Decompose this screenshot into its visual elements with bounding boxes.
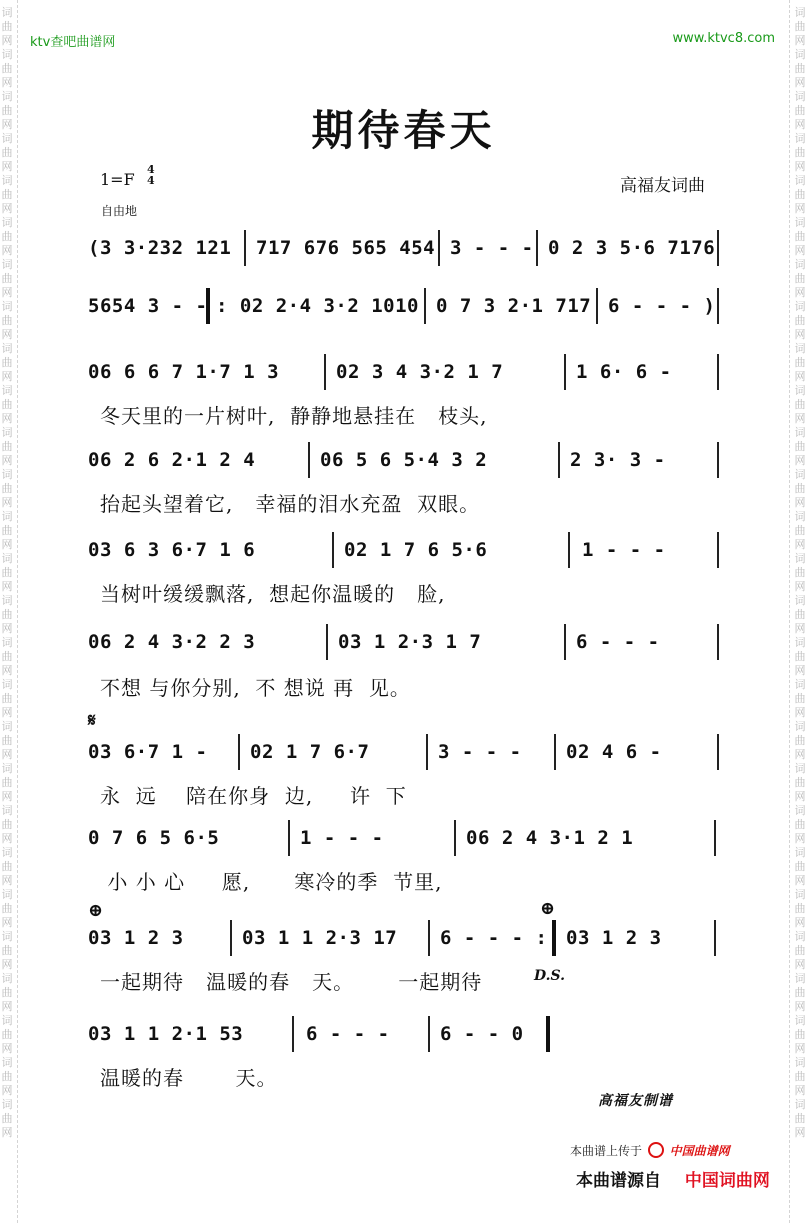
measure: 06 5 6 5·4 3 2 <box>320 449 488 471</box>
barline <box>308 442 310 478</box>
barline <box>554 734 556 770</box>
score-row-1 <box>88 228 721 268</box>
barline <box>564 354 566 390</box>
source-prefix: 本曲谱源自 <box>576 1171 661 1191</box>
barline <box>717 734 719 770</box>
barline <box>326 624 328 660</box>
barline <box>717 532 719 568</box>
barline <box>438 230 440 266</box>
barline <box>714 820 716 856</box>
header-site-left[interactable]: ktv查吧曲谱网 <box>30 35 116 50</box>
barline <box>332 532 334 568</box>
measure: 06 6 6 7 1·7 1 3 <box>88 361 280 383</box>
barline <box>717 624 719 660</box>
key-signature: 1=F <box>100 170 135 189</box>
score-row-5 <box>88 530 721 570</box>
measure: 03 6·7 1 - <box>88 741 208 763</box>
score-row-6 <box>88 622 721 662</box>
lyric-line: 小 小 心 愿, 寒冷的季 节里, <box>100 870 443 894</box>
barline <box>536 230 538 266</box>
score-row-3 <box>88 352 721 392</box>
tempo-marking: 自由地 <box>101 204 138 218</box>
measure: 3 - - - <box>438 741 522 763</box>
upload-note <box>570 1142 730 1159</box>
measure: (3 3·232 121 <box>88 237 244 259</box>
measure: 06 2 6 2·1 2 4 <box>88 449 256 471</box>
source-site-link[interactable]: 中国词曲网 <box>684 1171 770 1191</box>
score-row-8 <box>88 818 721 858</box>
final-barline <box>546 1016 550 1052</box>
transcriber-credit: 高福友制谱 <box>598 1093 673 1109</box>
barline <box>428 920 430 956</box>
measure: 6 - - - : <box>440 927 548 949</box>
measure: 6 - - - <box>306 1023 390 1045</box>
measure: 1 6· 6 - <box>576 361 672 383</box>
time-top: 4 <box>147 163 155 176</box>
coda-mark: ⊕ <box>88 900 104 921</box>
measure: 6 - - - ) <box>608 295 716 317</box>
barline <box>714 920 716 956</box>
measure: 03 6 3 6·7 1 6 <box>88 539 256 561</box>
lyric-line: 一起期待 温暖的春 天。 一起期待 <box>100 970 483 994</box>
coda-mark: ⊕ <box>540 898 556 919</box>
side-watermark-left: 词曲网词曲网词曲网词曲网词曲网词曲网词曲网词曲网词曲网词曲网词曲网词曲网词曲网词曲网词曲网词曲网词曲网词曲网词曲网词曲网词曲网词曲网词曲网词曲网词曲网词曲网词曲网 <box>1 6 13 1139</box>
barline <box>244 230 246 266</box>
measure: 03 1 1 2·3 17 <box>242 927 398 949</box>
barline <box>426 734 428 770</box>
measure: 6 - - 0 <box>440 1023 524 1045</box>
measure: 0 2 3 5·6 7176 <box>548 237 716 259</box>
measure: 1 - - - <box>300 827 384 849</box>
measure: 06 2 4 3·1 2 1 <box>466 827 634 849</box>
barline <box>324 354 326 390</box>
border-left <box>17 0 18 1223</box>
measure: 3 - - - <box>450 237 546 259</box>
side-watermark-right: 词曲网词曲网词曲网词曲网词曲网词曲网词曲网词曲网词曲网词曲网词曲网词曲网词曲网词曲网词曲网词曲网词曲网词曲网词曲网词曲网词曲网词曲网词曲网词曲网词曲网词曲网词曲网 <box>794 6 806 1139</box>
source-note <box>576 1166 770 1191</box>
repeat-start-barline <box>206 288 210 324</box>
measure: 0 7 3 2·1 717 <box>436 295 592 317</box>
barline <box>717 288 719 324</box>
measure: 06 2 4 3·2 2 3 <box>88 631 256 653</box>
header-site-right[interactable]: www.ktvc8.com <box>672 31 775 46</box>
lyric-line: 冬天里的一片树叶, 静静地悬挂在 枝头, <box>100 404 488 428</box>
measure: 0 7 6 5 6·5 <box>88 827 220 849</box>
measure: 1 - - - <box>582 539 666 561</box>
measure: : 02 2·4 3·2 1010 <box>216 295 419 317</box>
barline <box>292 1016 294 1052</box>
score-row-10 <box>88 1014 721 1054</box>
lyric-line: 温暖的春 天。 <box>100 1066 278 1090</box>
score-row-4 <box>88 440 721 480</box>
site-logo-icon <box>648 1142 664 1158</box>
barline <box>568 532 570 568</box>
upload-site-link[interactable]: 中国曲谱网 <box>669 1144 730 1158</box>
time-signature <box>147 164 155 186</box>
lyric-line: 抬起头望着它, 幸福的泪水充盈 双眼。 <box>100 492 481 516</box>
lyric-line: 永 远 陪在你身 边, 许 下 <box>100 784 407 808</box>
barline <box>717 354 719 390</box>
barline <box>288 820 290 856</box>
barline <box>238 734 240 770</box>
barline <box>558 442 560 478</box>
score-row-7 <box>88 732 721 772</box>
measure: 03 1 1 2·1 53 <box>88 1023 244 1045</box>
measure: 02 4 6 - <box>566 741 662 763</box>
barline <box>564 624 566 660</box>
score-row-9 <box>88 918 721 958</box>
barline <box>717 442 719 478</box>
time-bottom: 4 <box>147 174 155 187</box>
measure: 02 1 7 6·7 <box>250 741 370 763</box>
segno-mark: 𝄋 <box>88 710 96 731</box>
barline <box>454 820 456 856</box>
border-right <box>789 0 790 1223</box>
dal-segno-mark: D.S. <box>534 968 566 984</box>
barline <box>424 288 426 324</box>
barline <box>428 1016 430 1052</box>
measure: 717 676 565 454 <box>256 237 436 259</box>
repeat-end-barline <box>552 920 556 956</box>
measure: 02 3 4 3·2 1 7 <box>336 361 504 383</box>
measure: 6 - - - <box>576 631 660 653</box>
barline <box>230 920 232 956</box>
measure: 03 1 2 3 <box>566 927 662 949</box>
song-title: 期待春天 <box>311 106 496 155</box>
upload-prefix: 本曲谱上传于 <box>570 1144 643 1158</box>
lyric-line: 不想 与你分别, 不 想说 再 见。 <box>100 676 411 700</box>
measure: 5654 3 - - <box>88 295 220 317</box>
measure: 03 1 2·3 1 7 <box>338 631 482 653</box>
score-row-2 <box>88 286 721 326</box>
measure: 03 1 2 3 <box>88 927 184 949</box>
measure: 2 3· 3 - <box>570 449 666 471</box>
barline <box>596 288 598 324</box>
song-author: 高福友词曲 <box>620 176 705 196</box>
measure: 02 1 7 6 5·6 <box>344 539 488 561</box>
barline <box>717 230 719 266</box>
lyric-line: 当树叶缓缓飘落, 想起你温暖的 脸, <box>100 582 446 606</box>
